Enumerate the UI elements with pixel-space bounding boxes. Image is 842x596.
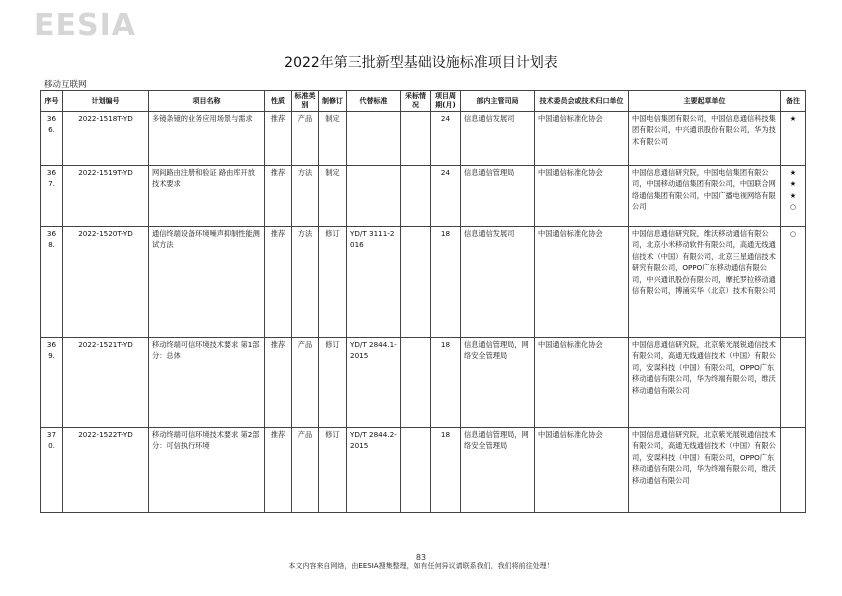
cell-action: 修订 <box>319 338 347 428</box>
cell-seq: 370. <box>41 428 63 513</box>
cell-action: 制定 <box>319 112 347 166</box>
cell-dept: 信息通信发展司 <box>461 112 535 166</box>
header-adopt: 采标情况 <box>401 91 431 112</box>
header-name: 项目名称 <box>149 91 265 112</box>
header-replaced: 代替标准 <box>347 91 401 112</box>
cell-adopt <box>401 112 431 166</box>
cell-dept: 信息通信管理局 <box>461 166 535 227</box>
cell-replaced <box>347 166 401 227</box>
header-dept: 部内主管司局 <box>461 91 535 112</box>
cell-plan-no: 2022-1522T-YD <box>63 428 149 513</box>
header-seq: 序号 <box>41 91 63 112</box>
cell-seq: 368. <box>41 227 63 338</box>
cell-replaced <box>347 112 401 166</box>
cell-plan-no: 2022-1518T-YD <box>63 112 149 166</box>
cell-period: 18 <box>431 227 461 338</box>
cell-plan-no: 2022-1520T-YD <box>63 227 149 338</box>
cell-committee: 中国通信标准化协会 <box>535 338 629 428</box>
table-row <box>41 338 806 428</box>
cell-units: 中国信息通信研究院，维沃移动通信有限公司，北京小米移动软件有限公司，高通无线通信技术（中国）有限公司，北京三星通信技术研究有限公司，OPPO广东移动通信有限公司，中兴通讯股份有限公司，摩托罗拉移动通信有限公司，博涌实华（北京）技术有限公司 <box>629 227 781 338</box>
cell-nature: 推荐 <box>265 112 292 166</box>
cell-name: 移动终端可信环境技术要求 第2部分：可信执行环境 <box>149 428 265 513</box>
cell-plan-no: 2022-1521T-YD <box>63 338 149 428</box>
eesia-logo: EESIA <box>34 8 136 43</box>
cell-action: 修订 <box>319 227 347 338</box>
header-units: 主要起草单位 <box>629 91 781 112</box>
table-header-row <box>41 91 806 112</box>
cell-period: 24 <box>431 112 461 166</box>
header-action: 制修订 <box>319 91 347 112</box>
cell-units: 中国信息通信研究院，北京紫光展锐通信技术有限公司，高通无线通信技术（中国）有限公司，安谋科技（中国）有限公司，OPPO广东移动通信有限公司，华为终端有限公司，维沃移动通信有限公司 <box>629 338 781 428</box>
cell-committee: 中国通信标准化协会 <box>535 112 629 166</box>
cell-adopt <box>401 428 431 513</box>
circle-mark: ○ <box>789 229 797 238</box>
cell-std-type: 方法 <box>292 166 319 227</box>
cell-nature: 推荐 <box>265 338 292 428</box>
header-nature: 性质 <box>265 91 292 112</box>
table-row <box>41 428 806 513</box>
cell-replaced: YD/T 2844.2-2015 <box>347 428 401 513</box>
cell-remark <box>781 166 806 227</box>
footer-note: 本文内容来自网络，由EESIA搜集整理，如有任何异议请联系我们，我们将前往处理！ <box>288 562 554 570</box>
cell-name: 多镜条镜的业务应用场景与需求 <box>149 112 265 166</box>
cell-committee: 中国通信标准化协会 <box>535 227 629 338</box>
star-mark: ★ <box>789 168 797 177</box>
standards-plan-table <box>40 90 806 513</box>
page-number: 83 <box>415 553 427 562</box>
star-mark: ★ <box>789 179 797 189</box>
table-row <box>41 227 806 338</box>
cell-std-type: 产品 <box>292 112 319 166</box>
cell-seq: 367. <box>41 166 63 227</box>
cell-std-type: 产品 <box>292 428 319 513</box>
cell-plan-no: 2022-1519T-YD <box>63 166 149 227</box>
cell-remark <box>781 227 806 338</box>
header-std-type: 标准类别 <box>292 91 319 112</box>
header-plan-no: 计划编号 <box>63 91 149 112</box>
circle-mark: ○ <box>789 202 797 212</box>
cell-nature: 推荐 <box>265 428 292 513</box>
table-row <box>41 166 806 227</box>
star-mark: ★ <box>789 114 797 123</box>
cell-adopt <box>401 166 431 227</box>
cell-std-type: 产品 <box>292 338 319 428</box>
cell-name: 网间路由注册和验证 路由库开放技术要求 <box>149 166 265 227</box>
cell-std-type: 方法 <box>292 227 319 338</box>
cell-dept: 信息通信管理局，网络安全管理局 <box>461 338 535 428</box>
cell-period: 18 <box>431 428 461 513</box>
category-label: 移动互联网 <box>44 80 87 90</box>
cell-remark <box>781 338 806 428</box>
cell-replaced: YD/T 2844.1-2015 <box>347 338 401 428</box>
cell-committee: 中国通信标准化协会 <box>535 166 629 227</box>
cell-period: 24 <box>431 166 461 227</box>
cell-seq: 366. <box>41 112 63 166</box>
cell-period: 18 <box>431 338 461 428</box>
table-row <box>41 112 806 166</box>
cell-action: 制定 <box>319 166 347 227</box>
cell-name: 通信终端设备环境噪声抑制性能测试方法 <box>149 227 265 338</box>
cell-nature: 推荐 <box>265 227 292 338</box>
cell-dept: 信息通信发展司 <box>461 227 535 338</box>
cell-action: 修订 <box>319 428 347 513</box>
header-remark: 备注 <box>781 91 806 112</box>
cell-remark <box>781 112 806 166</box>
header-committee: 技术委员会或技术归口单位 <box>535 91 629 112</box>
cell-name: 移动终端可信环境技术要求 第1部分：总体 <box>149 338 265 428</box>
cell-units: 中国电信集团有限公司，中国信息通信科技集团有限公司，中兴通讯股份有限公司，华为技术有限公司 <box>629 112 781 166</box>
page-title: 2022年第三批新型基础设施标准项目计划表 <box>284 55 558 71</box>
cell-dept: 信息通信管理局，网络安全管理局 <box>461 428 535 513</box>
header-period: 项目周期(月) <box>431 91 461 112</box>
cell-adopt <box>401 227 431 338</box>
cell-units: 中国信息通信研究院，中国电信集团有限公司，中国移动通信集团有限公司，中国联合网络通信集团有限公司，中国广播电视网络有限公司 <box>629 166 781 227</box>
cell-seq: 369. <box>41 338 63 428</box>
star-mark: ★ <box>789 190 797 200</box>
cell-committee: 中国通信标准化协会 <box>535 428 629 513</box>
cell-units: 中国信息通信研究院，北京紫光展锐通信技术有限公司，高通无线通信技术（中国）有限公司，安谋科技（中国）有限公司，OPPO广东移动通信有限公司，华为终端有限公司，维沃移动通信有限公司 <box>629 428 781 513</box>
cell-replaced: YD/T 3111-2016 <box>347 227 401 338</box>
cell-remark <box>781 428 806 513</box>
cell-adopt <box>401 338 431 428</box>
cell-nature: 推荐 <box>265 166 292 227</box>
